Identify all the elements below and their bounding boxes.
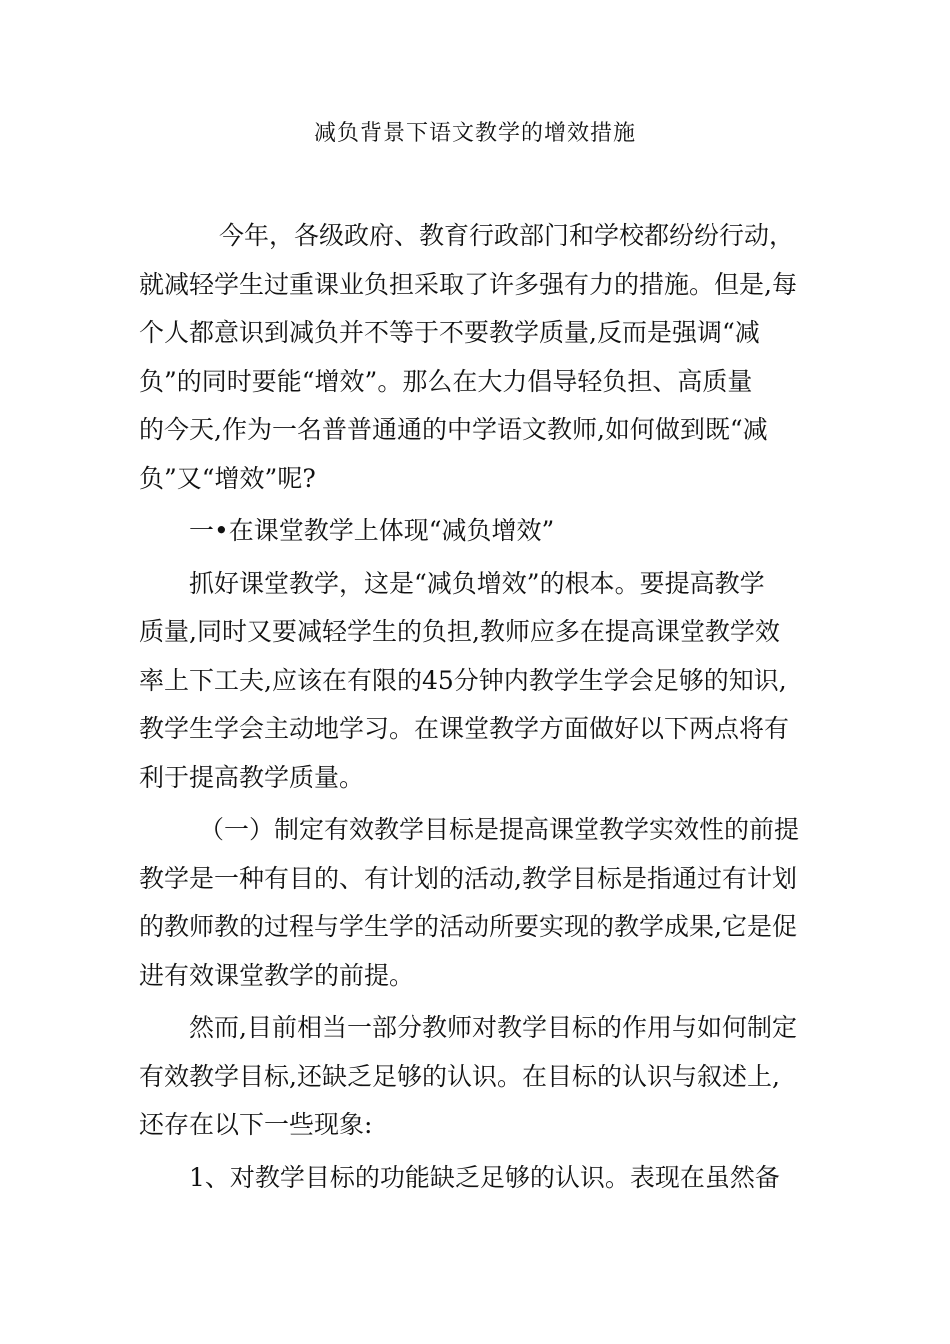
text-line: 利于提高教学质量。 <box>139 762 365 792</box>
text-line: 就减轻学生过重课业负担采取了许多强有力的措施。但是,每 <box>139 269 797 299</box>
text-line: 负”的同时要能“增效”。那么在大力倡导轻负担、高质量 <box>139 366 753 396</box>
text-line: 质量,同时又要减轻学生的负担,教师应多在提高课堂教学效 <box>139 617 780 646</box>
text-line: 今年，各级政府、教育行政部门和学校都纷纷行动， <box>219 221 795 250</box>
text-line: 有效教学目标,还缺乏足够的认识。在目标的认识与叙述上, <box>139 1061 780 1091</box>
text-line: 1、对教学目标的功能缺乏足够的认识。表现在虽然备 <box>189 1162 780 1192</box>
paragraph <box>139 1004 819 1150</box>
document-body <box>139 212 819 1202</box>
paragraph <box>139 1154 819 1203</box>
text-line: 抓好课堂教学，这是“减负增效”的根本。要提高教学 <box>189 568 765 598</box>
paragraph <box>139 507 819 556</box>
text-line: 进有效课堂教学的前提。 <box>139 960 415 990</box>
text-line: 率上下工夫,应该在有限的45分钟内教学生学会足够的知识, <box>139 665 787 695</box>
paragraph <box>139 560 819 803</box>
paragraph <box>139 212 819 503</box>
text-line: 一•在课堂教学上体现“减负增效” <box>189 516 555 545</box>
text-line: 还存在以下一些现象: <box>139 1110 373 1139</box>
text-line: 教学生学会主动地学习。在课堂教学方面做好以下两点将有 <box>139 714 790 743</box>
text-line: 负”又“增效”呢? <box>139 463 316 493</box>
text-line: （一）制定有效教学目标是提高课堂教学实效性的前提 <box>199 815 800 844</box>
text-line: 的教师教的过程与学生学的活动所要实现的教学成果,它是促 <box>139 912 797 941</box>
document-title: 减负背景下语文教学的增效措施 <box>313 121 636 146</box>
text-line: 的今天,作为一名普普通通的中学语文教师,如何做到既“减 <box>139 415 768 444</box>
paragraph <box>139 806 819 1000</box>
text-line: 个人都意识到减负并不等于不要教学质量,反而是强调“减 <box>139 318 760 347</box>
text-line: 教学是一种有目的、有计划的活动,教学目标是指通过有计划 <box>139 863 797 893</box>
text-line: 然而,目前相当一部分教师对教学目标的作用与如何制定 <box>189 1013 797 1042</box>
